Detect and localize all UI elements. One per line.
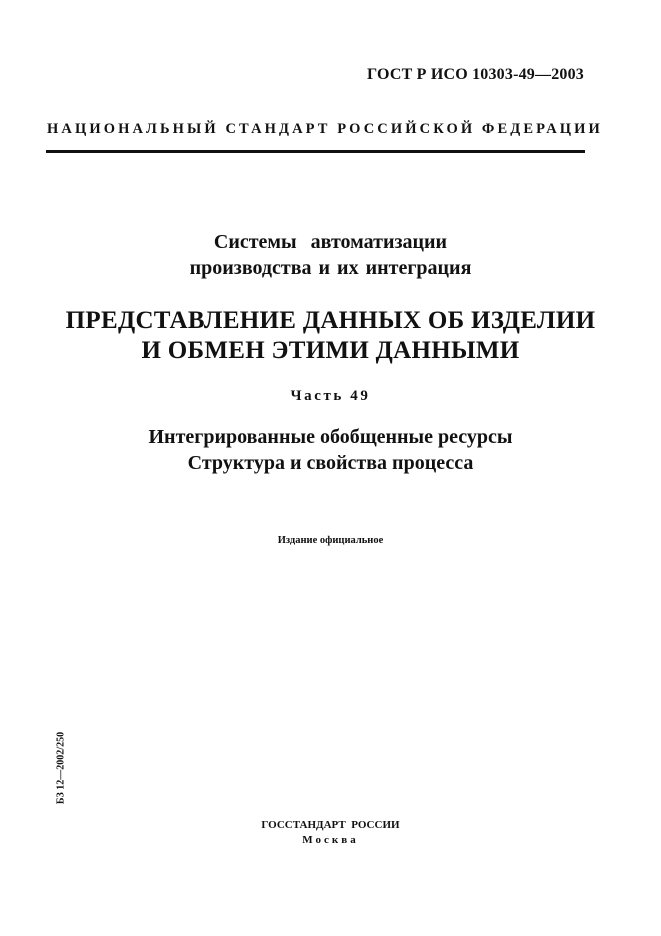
standard-number: ГОСТ Р ИСО 10303-49—2003 <box>367 66 584 83</box>
part-title-line-1: Интегрированные обобщенные ресурсы <box>148 426 513 448</box>
part-title <box>0 424 661 476</box>
subject-line-1: Системы автоматизации <box>213 231 448 253</box>
edition-label: Издание официальное <box>277 535 384 546</box>
main-title-line-1: ПРЕДСТАВЛЕНИЕ ДАННЫХ ОБ ИЗДЕЛИИ <box>65 307 596 334</box>
part-title-line-2: Структура и свойства процесса <box>187 452 474 474</box>
subject-title <box>0 229 661 281</box>
header-divider <box>46 150 585 153</box>
publisher-city: Москва <box>302 834 359 846</box>
national-standard-heading: НАЦИОНАЛЬНЫЙ СТАНДАРТ РОССИЙСКОЙ ФЕДЕРАЦИИ <box>47 121 603 137</box>
side-code-text: БЗ 12—2002/250 <box>55 731 67 804</box>
side-code <box>56 720 66 815</box>
publisher <box>0 818 661 848</box>
part-number: Часть 49 <box>290 388 371 404</box>
main-title-line-2: И ОБМЕН ЭТИМИ ДАННЫМИ <box>141 337 520 364</box>
main-title <box>0 306 661 366</box>
publisher-name: ГОССТАНДАРТ РОССИИ <box>261 819 400 831</box>
subject-line-2: производства и их интеграция <box>189 257 472 279</box>
